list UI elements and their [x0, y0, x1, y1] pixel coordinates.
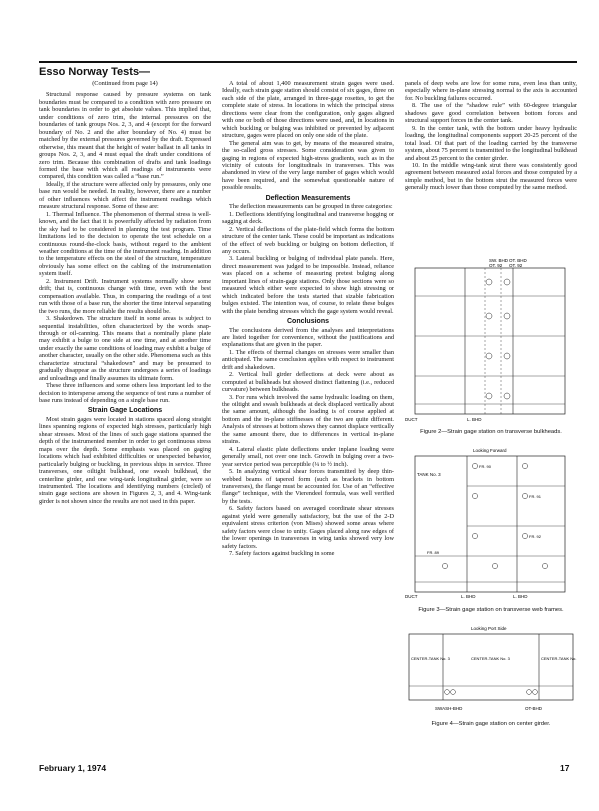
fig3-fr92: FR. 92	[529, 534, 542, 539]
figure-3	[405, 446, 577, 612]
fig3-fr90: FR. 90	[479, 464, 492, 469]
fig3-lbhd1: L. BHD	[461, 594, 476, 599]
paragraph: 2. Vertical deflections of the plate-field which forms the bottom structure of the center tank. These could be important as indications of the effect of web buckling or bulging on bottom deflection, if any occurs.	[222, 225, 394, 255]
figure-4-drawing	[405, 624, 577, 716]
paragraph: panels of deep webs are low for some runs, even less than unity, especially where in-plane stressing normal to the axis is accounted for. No buckling failures occurred.	[405, 80, 577, 102]
figure-2-caption: Figure 2—Strain gage station on transverse bulkheads.	[420, 429, 562, 435]
paragraph: Structural response caused by pressure systems on tank boundaries must be compared to a condition with zero pressure on tank boundaries in order to get absolute values. This implied that, under conditions of zero trim, the internal pressures on the boundaries of tank groups Nos. 2, 3, and 4 (except for the forward boundary of No. 2 and the after boundary of No. 4) must be matched by the external pressures governed by the draft. Expressed otherwise, this meant that the height of water ballast in all tanks in groups Nos. 2, 3, and 4 must equal the draft under conditions of zero trim. Because this combination of drafts and tank loadings formed the base with which all readings of instruments were compared, this condition was called a “base run.”	[39, 91, 211, 181]
paragraph: 10. In the middle wing-tank strut there was consistently good agreement between measured axial forces and those computed by a simple method, but in the bottom strut the measured forces were generally much lower than those computed by the same method.	[405, 161, 577, 192]
fig3-looking: Looking Forward	[473, 448, 507, 453]
paragraph: Most strain gages were located in stations spaced along straight lines spanning regions of expected high stresses, particularly high shear stresses. Most of the lines of such gage stations spanned the depth of the instrumented member in order to get continuous stress maps over the depth. Some emphasis was placed on gaging locations which had exhibited difficulties or unexpected behavior, particularly bulging or buckling, in previous ships in service. Three transverses, one oiltight bulkhead, one swash bulkhead, the centerline girder, and one wing-tank longitudinal girder, were so instrumented. The locations and identifying numbers (circled) of strain gage sections are shown in Figures 2, 3, and 4. Wing-tank girder is not shown since the results are not used in this paper.	[39, 415, 211, 505]
fig4-looking: Looking Port Side	[471, 626, 507, 631]
paragraph: 4. Lateral elastic plate deflections under inplane loading were generally small, not over one inch. Growth in bulging over a two-year service period was perceptible (¼ to ½ inch).	[222, 445, 394, 468]
fig4-ct2: CENTER-TANK No. 2	[541, 656, 577, 661]
fig4-swash: SWASH-BHD	[435, 706, 463, 711]
heading-strain-gage: Strain Gage Locations	[87, 407, 163, 415]
paragraph: The general aim was to get, by means of the measured strains, the so-called gross stresses. Some consideration was given to gaging in regions of expected high-stress gradients, such as in the vicinity of cutouts for longitudinals in transverses. This was abandoned in view of the very large number of gages which would have been required, and the somewhat questionable nature of possible results.	[222, 139, 394, 192]
top-rule	[39, 61, 577, 63]
fig2-label-otbhd: OT. BHD	[509, 258, 527, 263]
col3-paragraphs	[405, 80, 577, 192]
column-2	[222, 80, 394, 558]
fig3-lbhd2: L. BHD	[513, 594, 528, 599]
col2-paragraphs-3	[222, 327, 394, 558]
paragraph: 3. Shakedown. The structure itself in some areas is subject to sequential instabilities, often characterized by the words snap-through or oil-canning. This means that a nominally plane plate may exhibit a bulge to one side at one time, and at another time under exactly the same conditions of loading may exhibit a bulge of another character, usually on the other side. Phenomena such as this characterize structural “shakedown” and may be presumed to gradually disappear as the structure undergoes a series of loadings and unloadings and finally assumes its ultimate form.	[39, 315, 211, 382]
col1-paragraphs-2	[39, 416, 211, 505]
paragraph: 2. Vertical hull girder deflections at deck were about as computed at bulkheads but showed distinct flattening (i.e., reduced curvature) between bulkheads.	[222, 371, 394, 394]
col1-paragraphs	[39, 91, 211, 404]
figure-4	[405, 624, 577, 727]
fig2-label-ot92b: OT. 92	[509, 263, 523, 268]
paragraph: 2. Instrument Drift. Instrument systems normally show some drift; that is, continuous change with time, even with the best compensation available. Thus, in comparing the readings of a test run with those of a base run, the shorter the time interval separating the two runs, the more reliable the results should be.	[39, 277, 211, 315]
paragraph: 5. In analyzing vertical shear forces transmitted by deep thin-webbed beams of tapered form (such as brackets in bottom transverses), the flange must be accounted for. Use of an “effective flange” technique, with the Vierendeel formula, was well verified by the tests.	[222, 468, 394, 505]
heading-conclusions: Conclusions	[286, 318, 329, 326]
paragraph: 1. The effects of thermal changes on stresses were smaller than anticipated. The same conclusion applies with respect to instrument drift and shakedown.	[222, 348, 394, 371]
fig3-duct: DUCT	[405, 594, 418, 599]
fig2-label-lbhd: L. BHD	[467, 417, 482, 422]
figure-3-drawing	[405, 446, 577, 602]
paragraph: 3. Lateral buckling or bulging of individual plate panels. Here, direct measurement was judged to be impossible. Instead, reliance was placed on a scheme of measuring pretest bulging along important lines of strain-gage stations. Only those sections were so measured which either were expected to show high stressing or which indicated before the tests started that sizable fabrication bulges existed. The intention was, of course, to relate these bulges with the plate bending stresses which the gage system would reveal.	[222, 255, 394, 315]
paragraph: The deflection measurements can be grouped in three categories:	[229, 203, 393, 211]
fig4-otbhd: OT-BHD	[525, 706, 543, 711]
paragraph: 3. For runs which involved the same hydraulic loading on them, the oiltight and swash bulkheads at deck displaced vertically about the same amount, although the loading is of course applied at bottom and the in-plane stiffnesses of the two are quite different. Analysis of stresses at bottom shows they cannot displace vertically the same amount there, due to differences in vertical in-plane strains.	[222, 393, 394, 446]
col2-paragraphs	[222, 80, 394, 192]
paragraph: Ideally, if the structure were affected only by pressures, only one base run would be needed. In reality, however, there are a number of other influences which affect the instrument readings which measure structural response. Some of these are:	[39, 180, 211, 211]
fig4-ct3b: CENTER-TANK No. 3	[471, 656, 510, 661]
paragraph: These three influences and some others less important led to the decision to intersperse among the sequence of test runs a number of base runs instead of depending on a single base run.	[39, 382, 211, 405]
figure-3-caption: Figure 3—Strain gage station on transverse web frames.	[418, 607, 564, 613]
article-title: Esso Norway Tests—	[39, 66, 151, 78]
footer-date: February 1, 1974	[39, 763, 107, 773]
paragraph: 1. Deflections identifying longitudinal and transverse hogging or sagging at deck.	[222, 210, 394, 226]
figure-2-drawing	[405, 256, 577, 424]
paragraph: 6. Safety factors based on averaged coordinate shear stresses against yield were generally satisfactory, but the use of the 2-D equivalent stress criterion (von Mises) showed some areas where safety factors were close to unity. Gages placed along raw edges of the lower openings in transverses in wing tanks showed very low safety factors.	[222, 505, 394, 550]
figure-4-caption: Figure 4—Strain gage station on center girder.	[431, 721, 551, 727]
fig2-label-swbhd: SW. BHD	[489, 258, 509, 263]
col2-paragraphs-2	[222, 203, 394, 315]
page-number: 17	[560, 763, 570, 773]
column-1	[39, 80, 211, 505]
fig2-label-duct: DUCT	[405, 417, 418, 422]
figure-2	[405, 256, 577, 434]
fig4-ct3a: CENTER-TANK No. 3	[411, 656, 450, 661]
fig3-fr89: FR. 89	[427, 550, 440, 555]
continued-note: (Continued from page 14)	[92, 80, 158, 87]
fig3-tank: TANK No. 3	[417, 472, 441, 477]
paragraph: 9. In the center tank, with the bottom under heavy hydraulic loading, the longitudinal components support 20-25 percent of the total load. Of that part of the loading carried by the transverse system, about 75 percent is transmitted to the longitudinal bulkhead and about 25 percent to the center girder.	[405, 124, 577, 162]
paragraph: A total of about 1,400 measurement strain gages were used. Ideally, each strain gage station should consist of six gages, three on each side of the plate, arranged in three-gage rosettes, to get the complete state of stress. In locations in which the principal stress directions were clear from the configuration, only gages aligned with one or both of those directions were used, and, in locations in which buckling or bulging was inhibited or prevented by adjacent structure, gages were placed on only one side of the plate.	[222, 80, 394, 140]
paragraph: 1. Thermal Influence. The phenomenon of thermal stress is well-known, and the fact that it is powerfully affected by radiation from the sky had to be considered in planning the test program. Time limitations led to the decision to operate the test schedule on a continuous round-the-clock basis, without regard to the ambient weather conditions at the time of the instrument reading. In addition to the temperature effects on the steel of the structure, temperature obviously has some effect on the cabling of the instrumentation system itself.	[39, 210, 211, 278]
fig3-fr91: FR. 91	[529, 494, 542, 499]
paragraph: 7. Safety factors against buckling in some	[229, 550, 335, 558]
fig2-label-ot92a: OT. 92	[489, 263, 503, 268]
column-3	[405, 80, 577, 192]
paragraph: 8. The use of the “shadow rule” with 60-degree triangular shadows gave good correlation between bottom forces and structural support forces in the center tank.	[405, 102, 577, 125]
paragraph: The conclusions derived from the analyses and interpretations are listed together for convenience, without the justifications and explanations that are given in the paper.	[222, 326, 394, 349]
heading-deflection: Deflection Measurements	[265, 194, 351, 202]
